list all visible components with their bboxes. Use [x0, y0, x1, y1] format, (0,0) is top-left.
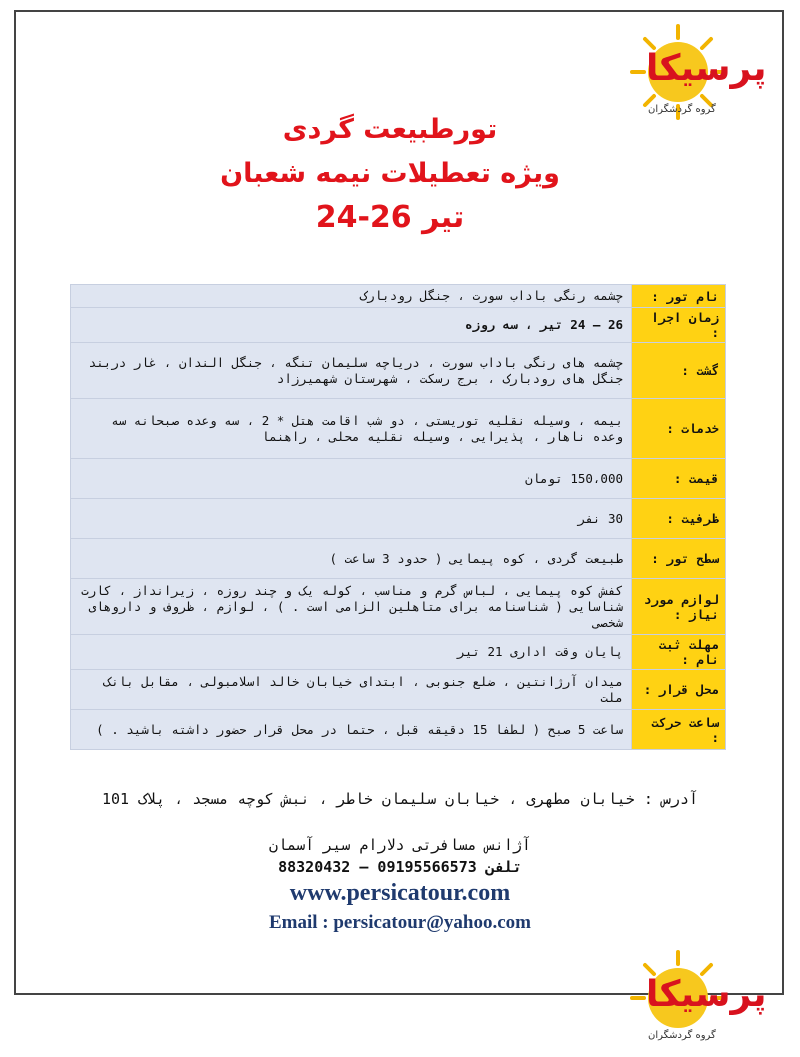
- title-line-1: تورطبیعت گردی: [282, 114, 498, 145]
- row-sightseeing: [71, 343, 726, 399]
- title-dates: 24-26 تیر: [315, 200, 465, 235]
- value-tour-level: طبیعت گردی ، کوه پیمایی ( حدود 3 ساعت ): [71, 539, 632, 579]
- label-tour-name: نام تور :: [632, 285, 726, 308]
- value-services: بیمه ، وسیله نقلیه توریستی ، دو شب اقامت هتل * 2 ، سه وعده صبحانه سه وعده ناهار ، پذیرایی ، وسیله نقلیه محلی ، راهنما: [71, 399, 632, 459]
- value-registration-deadline: پایان وقت اداری 21 تیر: [71, 635, 632, 670]
- row-tour-level: [71, 539, 726, 579]
- label-sightseeing: گشت :: [632, 343, 726, 399]
- row-tour-name: [71, 285, 726, 308]
- row-capacity: [71, 499, 726, 539]
- label-registration-deadline: مهلت ثبت نام :: [632, 635, 726, 670]
- label-meeting-place: محل قرار :: [632, 670, 726, 710]
- row-meeting-place: [71, 670, 726, 710]
- row-departure-time: [71, 710, 726, 750]
- agency-name: آژانس مسافرتی دلارام سیر آسمان: [269, 836, 531, 854]
- phone-numbers: تلفن 09195566573 – 88320432: [278, 858, 522, 876]
- label-capacity: ظرفیت :: [632, 499, 726, 539]
- value-sightseeing: چشمه های رنگی باداب سورت ، دریاچه سلیمان تنگه ، جنگل الندان ، غار دربند جنگل های رودبارک ، برج رسکت ، شهرستان شهمیرزاد: [71, 343, 632, 399]
- row-equipment: [71, 579, 726, 635]
- logo-brand-text: پرسیکا: [646, 974, 767, 1015]
- label-price: قیمت :: [632, 459, 726, 499]
- label-departure-time: ساعت حرکت :: [632, 710, 726, 750]
- logo-tagline: گروه گردشگران: [648, 1030, 716, 1041]
- label-tour-level: سطح تور :: [632, 539, 726, 579]
- value-departure-time: ساعت 5 صبح ( لطفا 15 دقیقه قبل ، حتما در محل قرار حضور داشته باشید . ): [71, 710, 632, 750]
- value-dates: 26 – 24 تیر ، سه روزه: [71, 308, 632, 343]
- persica-logo-top: [628, 22, 767, 122]
- row-registration-deadline: [71, 635, 726, 670]
- value-meeting-place: میدان آرژانتین ، ضلع جنوبی ، ابتدای خیابان خالد اسلامبولی ، مقابل بانک ملت: [71, 670, 632, 710]
- label-services: خدمات :: [632, 399, 726, 459]
- value-price: 150،000 تومان: [71, 459, 632, 499]
- label-dates: زمان اجرا :: [632, 308, 726, 343]
- address-text: آدرس : خیابان مطهری ، خیابان سلیمان خاطر ، نبش کوچه مسجد ، پلاک 101: [101, 790, 699, 808]
- title-line-2: ویژه تعطیلات نیمه شعبان: [220, 158, 560, 189]
- logo-tagline: گروه گردشگران: [648, 104, 716, 115]
- website-link[interactable]: www.persicatour.com: [289, 880, 511, 906]
- persica-logo-bottom: [628, 948, 767, 1048]
- value-capacity: 30 نفر: [71, 499, 632, 539]
- value-tour-name: چشمه رنگی باداب سورت ، جنگل رودبارک: [71, 285, 632, 308]
- row-services: [71, 399, 726, 459]
- tour-details-table: [70, 284, 726, 750]
- email-link[interactable]: Email : persicatour@yahoo.com: [268, 912, 531, 933]
- row-price: [71, 459, 726, 499]
- row-dates: [71, 308, 726, 343]
- value-equipment: کفش کوه پیمایی ، لباس گرم و مناسب ، کوله یک و چند روزه ، زیرانداز ، کارت شناسایی ( شناسنامه برای متاهلین الزامی است . ) ، لوازم ، ظروف و داروهای شخصی: [71, 579, 632, 635]
- label-equipment: لوازم مورد نیاز :: [632, 579, 726, 635]
- logo-brand-text: پرسیکا: [646, 48, 767, 89]
